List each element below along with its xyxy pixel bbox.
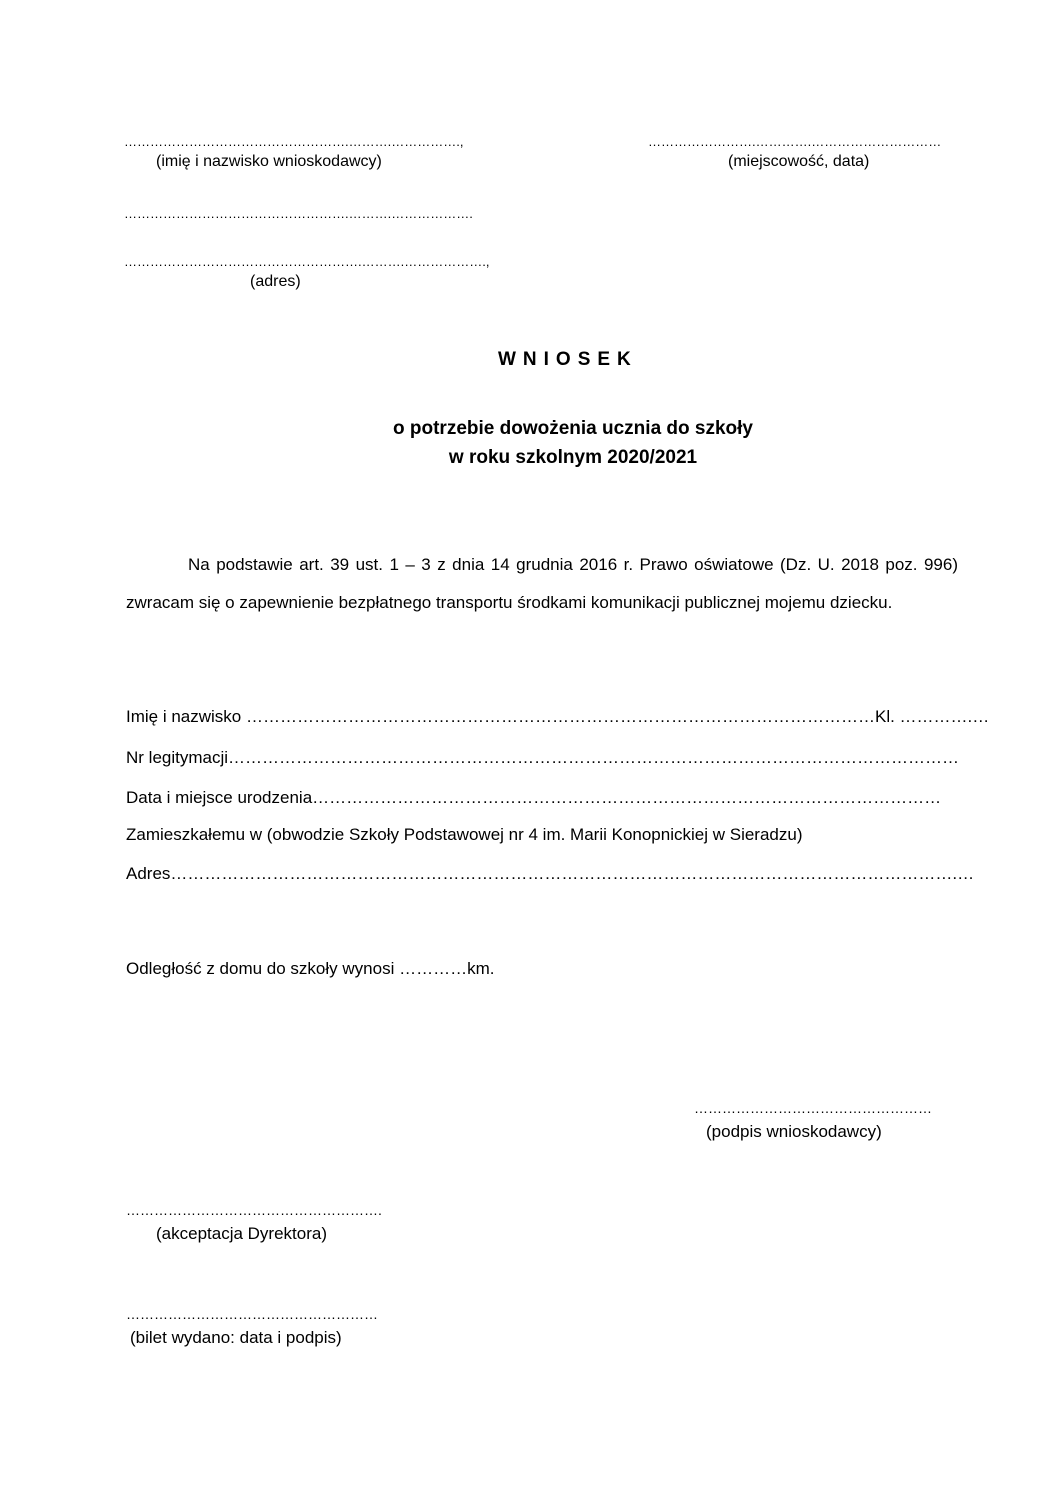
address-line-1: …………………………………………….……….……………….	[124, 206, 473, 221]
field-id-number: Nr legitymacji…………………………………………………………………………………………………………………	[126, 748, 960, 767]
document-subtitle-line2: w roku szkolnym 2020/2021	[448, 447, 698, 468]
director-label: (akceptacja Dyrektora)	[156, 1224, 328, 1243]
address-label: (adres)	[250, 273, 301, 290]
document-subtitle-line1: o potrzebie dowożenia ucznia do szkoły	[393, 418, 753, 439]
field-residence: Zamieszkałemu w (obwodzie Szkoły Podstawowej nr 4 im. Marii Konopnickiej w Sieradzu)	[126, 825, 803, 844]
ticket-line: ………………………………………………	[126, 1306, 378, 1322]
document-title: WNIOSEK	[498, 349, 638, 370]
director-line: ……………………………………………….	[126, 1202, 382, 1218]
field-student-name: Imię i nazwisko …………………………………………………………………………………………………Kl. ………….…	[126, 707, 990, 726]
body-text: Na podstawie art. 39 ust. 1 – 3 z dnia 14 grudnia 2016 r. Prawo oświatowe (Dz. U. 2018 poz. 996) zwracam się o zapewnienie bezpłatnego transportu środkami komunikacji publicznej mojemu dziecku.	[126, 555, 958, 612]
signature-label: (podpis wnioskodawcy)	[706, 1122, 882, 1141]
field-birth: Data i miejsce urodzenia…………………………………………………………………………………………………	[126, 788, 942, 807]
place-date-line: …………………….………….…………………………	[648, 134, 942, 149]
field-distance: Odległość z domu do szkoły wynosi …………km.	[126, 959, 495, 978]
field-address: Adres………………………………………………………………………………………………………………………….…	[126, 864, 975, 883]
body-paragraph	[126, 546, 958, 622]
address-line-2: ……………………………………………….……….……………….,	[124, 254, 490, 269]
applicant-name-line: …………………………………………….……….…………….,	[124, 134, 464, 149]
signature-line: ……………………………………………	[694, 1100, 932, 1116]
applicant-name-label: (imię i nazwisko wnioskodawcy)	[156, 153, 382, 170]
place-date-label: (miejscowość, data)	[728, 153, 870, 170]
ticket-label: (bilet wydano: data i podpis)	[130, 1328, 342, 1347]
